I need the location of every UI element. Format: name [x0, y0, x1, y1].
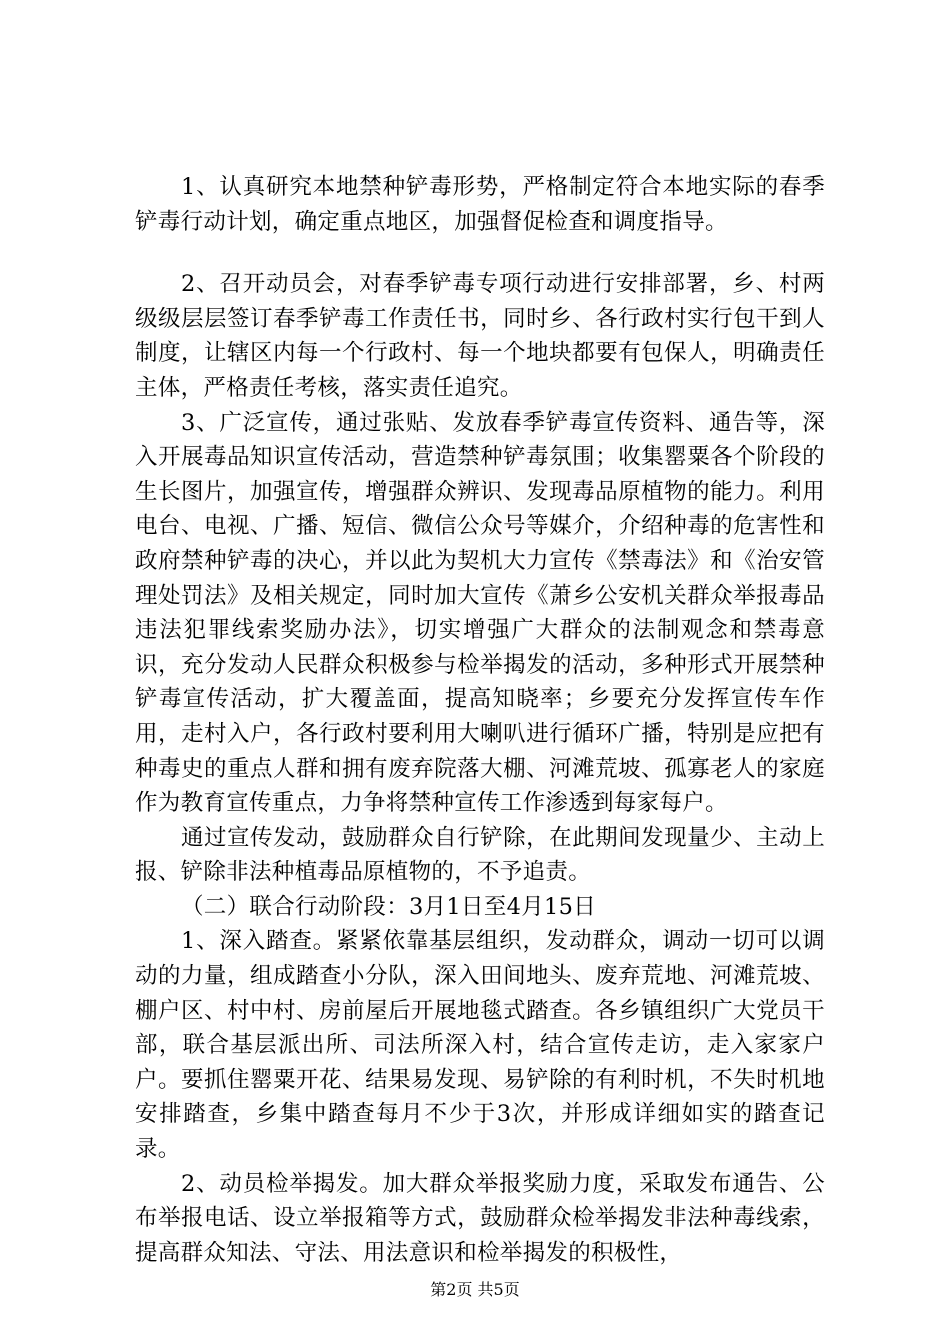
paragraph-item-2: 2、召开动员会，对春季铲毒专项行动进行安排部署，乡、村两级级层层签订春季铲毒工作责任书，同时乡、各行政村实行包干到人制度，让辖区内每一个行政村、每一个地块都要有包保人，明确责任主体，严格责任考核，落实责任追究。 [135, 271, 825, 401]
document-body [135, 170, 825, 1270]
paragraph-item-3: 3、广泛宣传，通过张贴、发放春季铲毒宣传资料、通告等，深入开展毒品知识宣传活动，营造禁种铲毒氛围；收集罂粟各个阶段的生长图片，加强宣传，增强群众辨识、发现毒品原植物的能力。利用电台、电视、广播、短信、微信公众号等媒介，介绍种毒的危害性和政府禁种铲毒的决心，并以此为契机大力宣传《禁毒法》和《治安管理处罚法》及相关规定，同时加大宣传《萧乡公安机关群众举报毒品违法犯罪线索奖励办法》，切实增强广大群众的法制观念和禁毒意识，充分发动人民群众积极参与检举揭发的活动，多种形式开展禁种铲毒宣传活动，扩大覆盖面，提高知晓率；乡要充分发挥宣传车作用，走村入户，各行政村要利用大喇叭进行循环广播，特别是应把有种毒史的重点人群和拥有废弃院落大棚、河滩荒坡、孤寡老人的家庭作为教育宣传重点，力争将禁种宣传工作渗透到每家每户。 [135, 409, 825, 817]
paragraph-item-1: 1、认真研究本地禁种铲毒形势，严格制定符合本地实际的春季铲毒行动计划，确定重点地区，加强督促检查和调度指导。 [135, 174, 825, 235]
paragraph-no-liability: 通过宣传发动，鼓励群众自行铲除，在此期间发现量少、主动上报、铲除非法种植毒品原植物的，不予追责。 [135, 824, 825, 886]
paragraph-inspection: 1、深入踏查。紧紧依靠基层组织，发动群众，调动一切可以调动的力量，组成踏查小分队，深入田间地头、废弃荒地、河滩荒坡、棚户区、村中村、房前屋后开展地毯式踏查。各乡镇组织广大党员干部，联合基层派出所、司法所深入村，结合宣传走访，走入家家户户。要抓住罂粟开花、结果易发现、易铲除的有利时机，不失时机地安排踏查，乡集中踏查每月不少于3次，并形成详细如实的踏查记录。 [135, 928, 825, 1163]
page-number-footer: 第2页 共5页 [430, 1280, 520, 1299]
paragraph-reporting: 2、动员检举揭发。加大群众举报奖励力度，采取发布通告、公布举报电话、设立举报箱等方式，鼓励群众检举揭发非法种毒线索，提高群众知法、守法、用法意识和检举揭发的积极性， [135, 1170, 825, 1266]
section-heading-joint-action: （二）联合行动阶段：3月1日至4月15日 [181, 893, 597, 920]
